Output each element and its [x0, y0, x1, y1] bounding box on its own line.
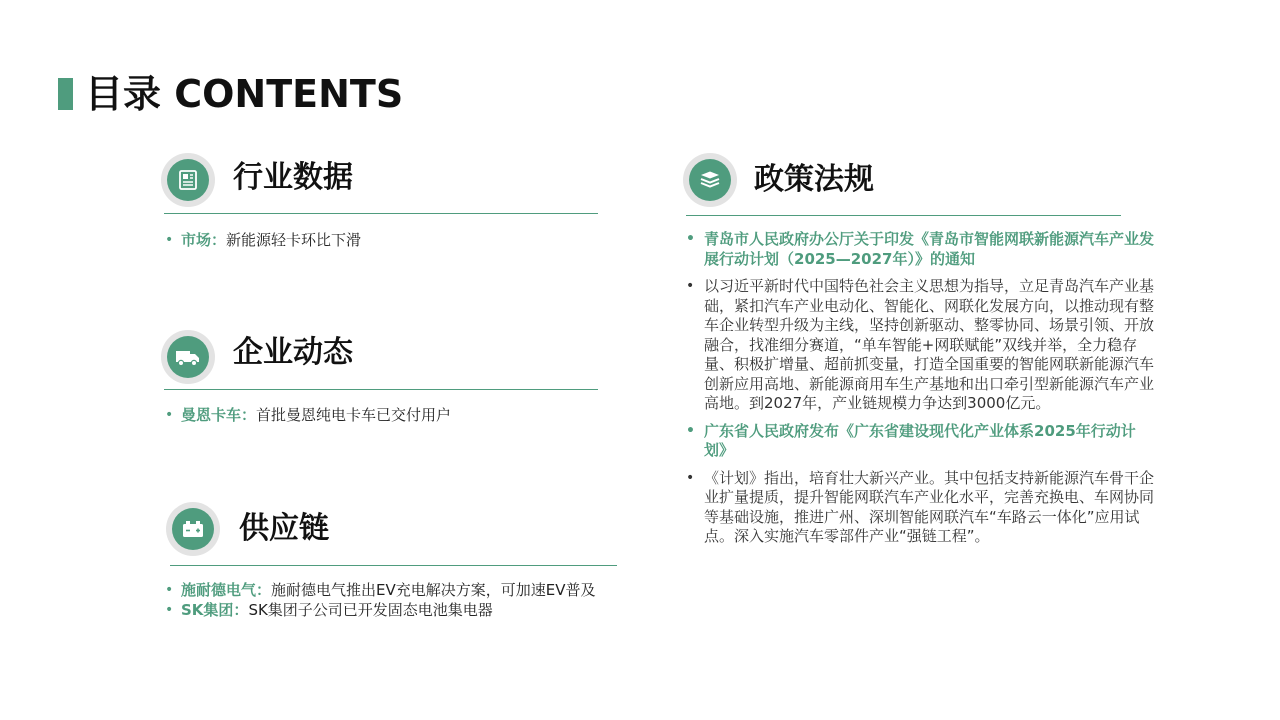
list-item: • 市场：新能源轻卡环比下滑	[163, 230, 361, 250]
supply-icon-badge	[166, 502, 220, 556]
policy-summary: • 《计划》指出，培育壮大新兴产业。其中包括支持新能源汽车骨干企业扩量提质，提升智能网联汽车产业化水平，完善充换电、车网协同等基础设施，推进广州、深圳智能网联汽车“车路云一体化”应用试点。深入实施汽车零部件产业“强链工程”。	[686, 469, 1156, 547]
section-title-supply: 供应链	[239, 511, 329, 546]
policy-headline: • 青岛市人民政府办公厅关于印发《青岛市智能网联新能源汽车产业发展行动计划（2025—2027年）》的通知	[686, 230, 1156, 269]
company-list	[163, 405, 451, 425]
list-item: • 施耐德电气：施耐德电气推出EV充电解决方案，可加速EV普及	[163, 580, 596, 600]
page-title: 目录 CONTENTS	[85, 72, 404, 116]
section-divider	[170, 565, 617, 566]
industry-list	[163, 230, 361, 250]
industry-icon-badge	[161, 153, 215, 207]
section-divider	[164, 389, 598, 390]
policy-list	[686, 230, 1156, 555]
supply-list	[163, 580, 596, 620]
policy-headline: • 广东省人民政府发布《广东省建设现代化产业体系2025年行动计划》	[686, 422, 1156, 461]
section-divider	[164, 213, 598, 214]
company-icon-badge	[161, 330, 215, 384]
truck-icon	[167, 336, 209, 378]
section-divider	[686, 215, 1121, 216]
section-title-company: 企业动态	[233, 335, 353, 370]
title-accent-bar	[58, 78, 73, 110]
policy-summary: • 以习近平新时代中国特色社会主义思想为指导，立足青岛汽车产业基础，紧扣汽车产业电动化、智能化、网联化发展方向，以推动现有整车企业转型升级为主线，坚持创新驱动、整零协同、场景引领、开放融合，找准细分赛道，“单车智能+网联赋能”双线并举，全力稳存量、积极扩增量、超前抓变量，打造全国重要的智能网联新能源汽车创新应用高地、新能源商用车生产基地和出口牵引型新能源汽车产业高地。到2027年，产业链规模力争达到3000亿元。	[686, 277, 1156, 414]
battery-icon	[172, 508, 214, 550]
section-title-industry: 行业数据	[233, 160, 353, 195]
list-item: • SK集团：SK集团子公司已开发固态电池集电器	[163, 600, 596, 620]
section-title-policy: 政策法规	[754, 162, 874, 197]
list-item: • 曼恩卡车：首批曼恩纯电卡车已交付用户	[163, 405, 451, 425]
policy-icon-badge	[683, 153, 737, 207]
stack-icon	[689, 159, 731, 201]
newspaper-icon	[167, 159, 209, 201]
